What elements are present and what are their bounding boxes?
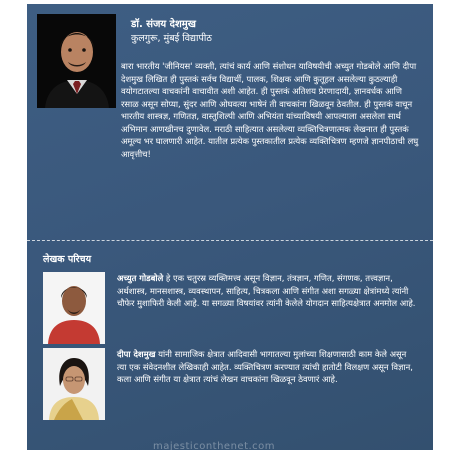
bio-text: यांनी सामाजिक क्षेत्रात आदिवासी भागातल्या मुलांच्या शिक्षणासाठी काम केले असून त्या एक संवेदनशील लेखिकाही आहेत. व्यक्तिचित्रण करण्यात त्यांची हातोटी विलक्षण असून विज्ञान, कला आणि संगीत या क्षेत्रात त्यांचं लेखन वाचकांना खिळवून ठेवणारं आहे.: [117, 349, 413, 384]
bio-name: दीपा देशमुख: [117, 349, 156, 359]
deepa-deshmukh-photo: [43, 348, 105, 420]
back-cover: [27, 4, 433, 450]
author-role: कुलगुरू, मुंबई विद्यापीठ: [131, 33, 212, 44]
bio-deepa-deshmukh: [117, 348, 417, 386]
achyut-godbole-photo: [43, 272, 105, 344]
bio-name: अच्युत गोडबोले: [117, 273, 164, 283]
author-info: [131, 18, 421, 46]
author-portrait: [37, 14, 116, 108]
bio-text: हे एक चतुरस्र व्यक्तिमत्त्व असून विज्ञान, तंत्रज्ञान, गणित, संगणक, तत्त्वज्ञान, अर्थशास्त्र, मानसशास्त्र, व्यवस्थापन, साहित्य, चित्रकला आणि संगीत अशा सगळ्या क्षेत्रांमध्ये त्यांनी चौफेर मुशाफिरी केली आहे. या सगळ्या विषयांवर त्यांनी केलेले योगदान साहित्यक्षेत्रात अनमोल आहे.: [117, 273, 416, 308]
watermark: majesticonthenet.com: [153, 441, 276, 450]
intro-paragraph: बारा भारतीय 'जीनियस' व्यक्ती, त्यांचं कार्य आणि संशोधन याविषयीची अच्युत गोडबोले आणि दीपा देशमुख लिखित ही पुस्तकं सर्वच विद्यार्थी, पालक, शिक्षक आणि कुतूहल असलेल्या कुठल्याही वयोगटातल्या वाचकांनी वाचावीत अशी आहेत. ही पुस्तकं अतिशय प्रेरणादायी, ज्ञानवर्धक आणि रसाळ असून सोप्या, सुंदर आणि ओघवत्या भाषेनं ती वाचकांना खिळवून ठेवतील. ही पुस्तकं वाचून भारतीय शास्त्रज्ञ, गणितज्ञ, वास्तुशिल्पी आणि अभियंता यांच्याविषयी आपल्याला असलेला सार्थ अभिमान आणखीनच दुणावेल. मराठी साहित्यात असलेल्या व्यक्तिचित्रणात्मक लेखनात ही पुस्तकं अमूल्य भर घालणारी आहेत. यातील प्रत्येक पुस्तकातील प्रत्येक व्यक्तिचित्रण म्हणजे ज्ञानपीठाची लघु आवृत्तीच!: [121, 61, 419, 159]
bio-achyut-godbole: [117, 272, 417, 310]
section-divider: [27, 240, 433, 241]
section-heading: लेखक परिचय: [43, 254, 92, 265]
author-name: डॉ. संजय देशमुख: [131, 19, 196, 30]
